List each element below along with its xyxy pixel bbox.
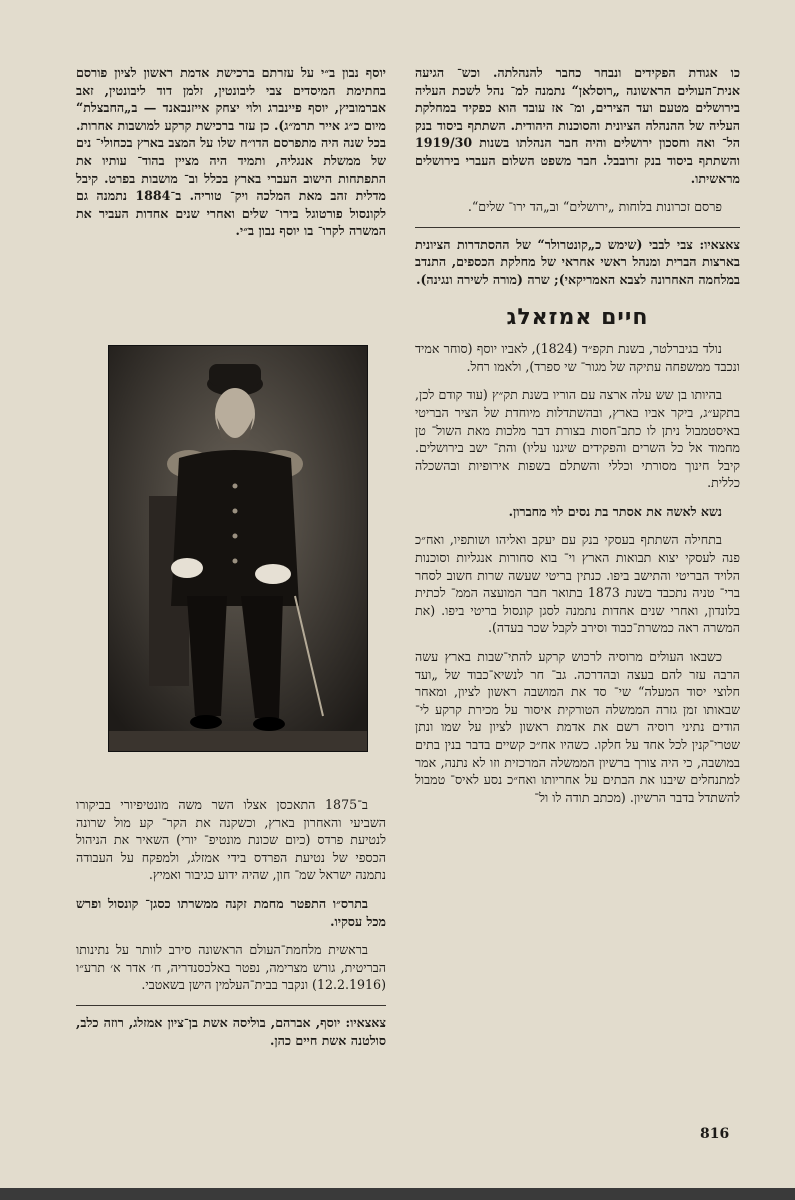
section-heading: חיים אמזאלג [506,304,649,330]
paragraph: כשבאו העולים מרוסיה לרכוש קרקע להתי־שבות בארץ עשה הרבה עזר להם בעצה ובהדרכה. גב־ חר לנשיא־כבוד של „ועד חלוצי יסוד המעלה“ שי־ סד את המושבה ראשון לציון, ומאחר שבאותו זמן גזרה הממשלה הטורקית איסור על מכירת קרקע לי־ הודים נתיני רוסיה רשם את אדמת ראשון לציון על שמו ונתן שטרי־קנין לכל אחד על חלקו. כשהיו אח״כ קשיים בדבר בנין בתים במושבה, כי היה צורך ברשיון הממשלה המרכזית וזו לא נתנה, אמר למתנחלים שיבנו את הבתים על אחריותו ואח״כ נסע לאיס־ טמבול להשתדל בדבר הרשיון. (מכתב תודה לו ול־ [415,649,740,805]
paragraph: צאצאיו: יוסף, אברהם, בוליסה אשת בן־ציון אמזלג, רוזה כלב, סולטנה אשת חיים כהן. [76,1014,386,1048]
paragraph: צאצאיו: צבי לבבי (שימש כ„קונטרולר“ של ההסתדרות הציונית בארצות הברית ומנהל ראשי אחראי של מחלקת הכספים, התנדב במלחמה האחרונה לצבא האמריקאי); שרה (מורה לשירה ונגינה). [415,236,740,287]
paragraph: נשא לאשה את אסתר בת נסים לוי מחברון. [508,503,722,519]
portrait-photo-icon [109,346,367,751]
paragraph: נולד בגיברלטר, בשנת תקפ״ד (1824), לאביו יוסף (סוחר אמיד ונכבד ממשפחה עתיקה של מגור־ שי ספרד), ולאמו רחל. [415,341,740,374]
left-column-top [76,64,386,251]
paragraph: בראשית מלחמת־העולם הראשונה סירב לוותר על נתינותו הבריטית, גורש מצרימה, נפטר באלכסנדריה, ח׳ אדר א׳ תרע״ו (12.2.1916) ונקבר בבית־העלמין הישן בשאטבי. [76,942,386,993]
right-column [415,64,740,817]
paragraph: פרסם זכרונות בלוחות „ירושלים“ וב„הד ירו־ שלים“. [467,199,722,215]
left-column-bottom [76,796,386,1060]
divider [415,227,740,228]
paragraph: בתרס״ו התפטר מחמת זקנה ממשרתו כסגן־ קונסול ופרש מכל עסקיו. [76,895,386,929]
divider [76,1005,386,1006]
paragraph: בתחילה השתתף בעסקי בנק עם יעקב ואליהו ושותפיו, ואח״כ פנה לעסקי יצוא תבואות הארץ וי־ בוא סחורות אנגליות וסוכנות הלויד הבריטי והתישב ביפו. כנתין בריטי שעשה שרות חשוב לסחר ברי־ טניה נתכבד בשנת 1873 בתואר חבר המועצה הממ־ לכתית בלונדון, ואחרי שנים אחדות נתמנה לסגן קונסול בריטי ביפו. (את המשרה ראה כמשרת־כבוד וסירב לקבל שכר בעדה). [415,532,740,636]
scan-edge [0,1188,795,1200]
paragraph: ב־1875 התאכסן אצלו השר משה מונטיפיורי בביקורו השביעי והאחרון בארץ, וכשקנה את הקר־ קע מול שרונה לנטיעת פרדס (כיום שכונת מונטיפ־ יורי) השאיר את הניהול הכספי של נטיעת הפרדס בידי אמזלג, ולמפקח על העבודה נתמנה ישראל שמ־ חון, שהיה ידוע כגיבור ואמיץ. [76,797,386,883]
paragraph: כו אגודת הפקידים ונבחר כחבר להנהלתה. וכש־ הגיעה אנית־העולים הראשונה „רוסלאן“ נתמנה למ־ נהל לשכת העליה בירושלים מטעם ועד הצירים, ומ־ אז עובד הוא כפקיד במחלקת העליה של ההנהלה הציונית והסוכנות היהודית. השתתף ביסוד בנק הל־ ואה וחסכון ירושלים והיה חבר הנהלתו בשנות 1919/30 והשתתף ביסוד בנק זרובבל. חבר משפט השלום העברי בירושלים מראשיתו. [415,65,740,186]
paragraph: בהיותו בן שש עלה ארצה עם הוריו בשנת תק״ץ (עוד קודם לכן, בתקע״ג, ביקר אביו בארץ, ובהשתדלות מיוחדת של הציר הבריטי באיסטמבול ניתן לו כתב־חסות בצורת דבר מלכות מאת השול־ טן מחמוד אל כל השרים והפקידים שיגנו עליו) והת־ ישב בירושלים. קיבל חינוך מסורתי וכללי והשתלם בשפות אירופיות ובהשכלה כללית. [415,387,740,491]
paragraph: יוסף נבון ב״י על עזרתם ברכישת אדמת ראשון לציון פורסם בחתימת המיסדים צבי ליבונטין, זלמן דוד ליבונטין, זאב אברמוביץ, יוסף פיינברג ולוי יצחק אייזנבאנד — ב„החבצלת“ מיום כ״ג אייר תרמ״ג). כן עזר ברכישת קרקע למושבות אחרות. בכל שנה היה מתפרסם הדו״ח שלו על המצב בארץ בכחולי־ נים של ממשלת אנגליה, ותמיד היה מציין בהוד־ עותיו את התפתחות הישוב העברי בארץ בכלל וב־ מושבות בפרט. קיבל מדלית זהב מאת המלכה ויק־ טוריה. ב־1884 נתמנה גם לקונסול פורטוגל בירו־ שלים ואחרי שנים אחדות העביר את המשרה לקרו־ בו יוסף נבון ב״י. [76,65,386,239]
portrait-photo [108,345,368,752]
page-number: 816 [700,1126,730,1142]
